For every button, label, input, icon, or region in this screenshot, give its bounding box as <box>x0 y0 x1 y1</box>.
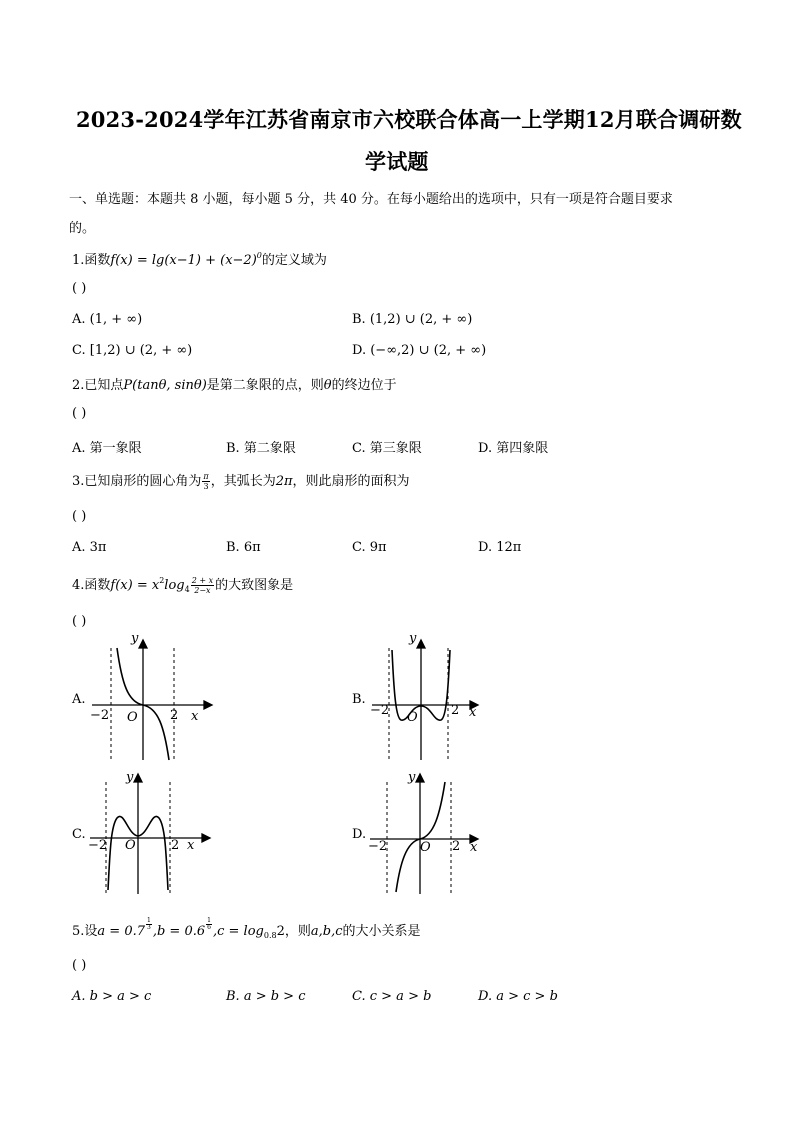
question-3-option-d[interactable]: D. 12π <box>478 540 522 555</box>
y-label: y <box>409 634 417 646</box>
question-2-number: 2. <box>72 378 85 393</box>
question-2-paren: ( ) <box>72 406 87 421</box>
question-4-graph-d[interactable] <box>366 768 496 896</box>
question-4-option-a[interactable]: A. <box>72 692 86 707</box>
pos2-label: 2 <box>452 839 461 854</box>
question-5-c-expr: ,c = log <box>212 924 264 939</box>
x-label: x <box>187 838 195 853</box>
question-4-tail: 的大致图象是 <box>215 578 294 593</box>
question-5-mid: ，则 <box>284 924 311 939</box>
pos2-label: 2 <box>171 838 180 853</box>
question-5-a-exponent <box>146 918 152 931</box>
y-label: y <box>126 770 134 785</box>
question-2-option-a[interactable]: A. 第一象限 <box>72 441 142 456</box>
question-4-option-c[interactable]: C. <box>72 827 86 842</box>
question-5-paren: ( ) <box>72 958 87 973</box>
y-axis-arrow <box>134 774 142 782</box>
question-2-option-b[interactable]: B. 第二象限 <box>226 441 296 456</box>
section-instructions-line-1: 一、单选题：本题共 8 小题，每小题 5 分，共 40 分。在每小题给出的选项中，只有一项是符合题目要求 <box>69 192 673 207</box>
question-1-option-c[interactable]: C. [1,2) ∪ (2, + ∞) <box>72 343 193 358</box>
question-3-option-c[interactable]: C. 9π <box>352 540 387 555</box>
question-3-angle-fraction <box>202 472 209 491</box>
origin-label: O <box>125 838 136 853</box>
x-label: x <box>469 705 477 720</box>
neg2-label: −2 <box>90 708 110 723</box>
question-3-option-b[interactable]: B. 6π <box>226 540 261 555</box>
question-5-tail: 的大小关系是 <box>342 924 421 939</box>
question-3-frac-den: 3 <box>203 482 209 491</box>
question-4-fraction <box>191 576 214 595</box>
section-instructions-line-2: 的。 <box>69 221 96 236</box>
pos2-label: 2 <box>451 703 460 718</box>
question-1-option-a[interactable]: A. (1, + ∞) <box>72 312 143 327</box>
question-5-option-a[interactable]: A. b > a > c <box>72 989 152 1004</box>
y-label: y <box>131 634 139 646</box>
question-2-option-d[interactable]: D. 第四象限 <box>478 441 549 456</box>
question-4-option-d[interactable]: D. <box>352 827 367 842</box>
question-3-arc: 2π <box>275 474 293 489</box>
origin-label: O <box>127 710 138 725</box>
x-axis-arrow <box>202 834 210 842</box>
y-axis-arrow <box>417 640 425 648</box>
question-3-lead: 已知扇形的圆心角为 <box>84 474 202 489</box>
question-2-lead: 已知点 <box>84 378 124 393</box>
question-2-theta: θ <box>323 378 332 393</box>
question-5-option-c[interactable]: C. c > a > b <box>352 989 432 1004</box>
question-2-tail: 的终边位于 <box>331 378 397 393</box>
title-line-1: 2023-2024学年江苏省南京市六校联合体高一上学期12月联合调研数 <box>76 107 742 132</box>
neg2-label: −2 <box>370 703 390 718</box>
exp-den: 6 <box>207 924 211 931</box>
question-1-lead: 函数 <box>84 253 111 268</box>
question-1-option-b[interactable]: B. (1,2) ∪ (2, + ∞) <box>352 312 473 327</box>
question-1-option-d[interactable]: D. (−∞,2) ∪ (2, + ∞) <box>352 343 487 358</box>
origin-label: O <box>407 710 418 725</box>
question-4-frac-den: 2−x <box>194 586 211 595</box>
question-3-frac-num: π <box>203 472 209 481</box>
question-4-formula: f(x) = x <box>110 578 160 593</box>
question-4-graph-c[interactable] <box>86 768 216 896</box>
neg2-label: −2 <box>88 838 108 853</box>
question-5-option-b[interactable]: B. a > b > c <box>226 989 306 1004</box>
question-5-lead: 设 <box>84 924 98 939</box>
exp-num: 1 <box>207 917 211 924</box>
question-3-mid: ，其弧长为 <box>210 474 276 489</box>
question-5-b-exponent <box>206 918 212 931</box>
question-4-graph-a[interactable] <box>86 634 216 762</box>
question-1-paren: ( ) <box>72 281 87 296</box>
question-2-mid: 是第二象限的点，则 <box>206 378 324 393</box>
question-5-b-expr: ,b = 0.6 <box>152 924 206 939</box>
question-2-stem <box>72 374 397 393</box>
question-4-stem <box>72 574 293 595</box>
question-5-a-expr: a = 0.7 <box>97 924 146 939</box>
question-3-number: 3. <box>72 474 85 489</box>
pos2-label: 2 <box>170 708 179 723</box>
y-label: y <box>408 770 416 785</box>
question-5-c-base: 0.8 <box>263 931 277 940</box>
title-line-2: 学试题 <box>365 149 429 174</box>
question-1-stem <box>72 249 327 268</box>
question-3-paren: ( ) <box>72 509 87 524</box>
question-3-option-a[interactable]: A. 3π <box>72 540 107 555</box>
question-4-log-base: 4 <box>184 585 190 594</box>
question-5-option-d[interactable]: D. a > c > b <box>478 989 558 1004</box>
question-4-lead: 函数 <box>84 578 111 593</box>
question-1-exponent: 0 <box>256 251 262 260</box>
exp-num: 1 <box>147 917 151 924</box>
question-2-formula: P(tanθ, sinθ) <box>123 378 207 393</box>
question-2-option-c[interactable]: C. 第三象限 <box>352 441 422 456</box>
question-5-vars: a,b,c <box>310 924 343 939</box>
y-axis-arrow <box>416 774 424 782</box>
question-5-c-arg: 2 <box>276 924 285 939</box>
question-4-log: log <box>164 578 185 593</box>
question-5-number: 5. <box>72 924 85 939</box>
y-axis-arrow <box>139 640 147 648</box>
exp-den: 3 <box>147 924 151 931</box>
question-4-frac-num: 2 + x <box>191 576 214 585</box>
neg2-label: −2 <box>368 839 388 854</box>
question-5-stem <box>72 918 421 940</box>
question-4-graph-b[interactable] <box>366 634 496 762</box>
x-label: x <box>470 840 478 855</box>
question-4-number: 4. <box>72 578 85 593</box>
question-4-square: 2 <box>159 576 165 585</box>
question-1-number: 1. <box>72 253 85 268</box>
question-1-formula: f(x) = lg(x−1) + (x−2) <box>110 253 257 268</box>
question-4-option-b[interactable]: B. <box>352 692 366 707</box>
x-label: x <box>191 709 199 724</box>
x-axis-arrow <box>204 701 212 709</box>
question-3-tail: ，则此扇形的面积为 <box>292 474 410 489</box>
origin-label: O <box>420 840 431 855</box>
question-3-stem <box>72 470 410 491</box>
question-4-paren: ( ) <box>72 614 87 629</box>
question-1-tail: 的定义域为 <box>261 253 327 268</box>
